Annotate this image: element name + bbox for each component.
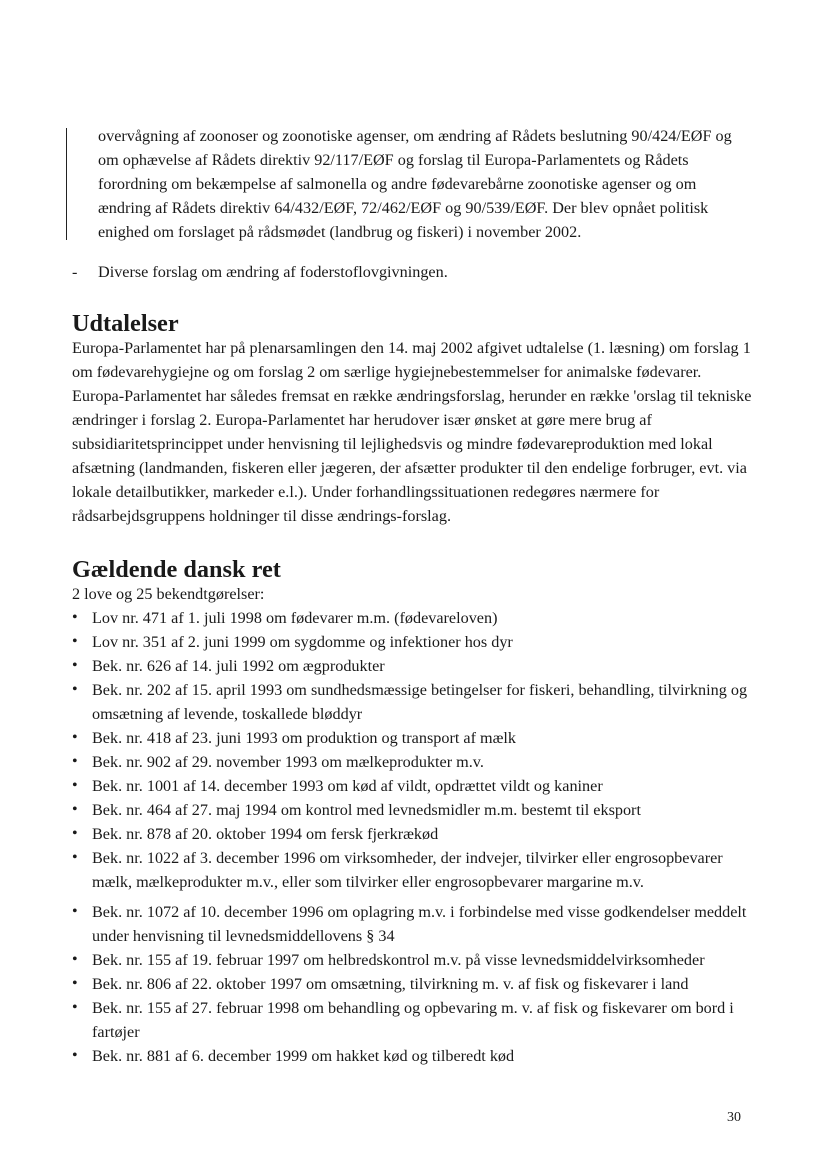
continued-paragraph: overvågning af zoonoser og zoonotiske agenser, om ændring af Rådets beslutning 90/424/EØF og om ophævelse af Rådets direktiv 92/117/EØF og forslag til Europa-Parlamentets og Rådets forordning om bekæmpelse af salmonella og andre fødevarebårne zoonotiske agenser og om ændring af Rådets direktiv 64/432/EØF, 72/462/EØF og 90/539/EØF. Der blev opnået politisk enighed om forslaget på rådsmødet (landbrug og fiskeri) i november 2002. — [98, 127, 732, 241]
gaeldende-ret-heading: Gældende dansk ret — [72, 556, 281, 583]
list-item: • Bek. nr. 155 af 27. februar 1998 om behandling og opbevaring m. v. af fisk og fiskevarer om bord i fartøjer — [72, 996, 752, 1044]
dash-marker: - — [72, 263, 78, 281]
list-item: • Bek. nr. 464 af 27. maj 1994 om kontrol med levnedsmidler m.m. bestemt til eksport — [72, 798, 752, 822]
bullet-icon: • — [72, 657, 78, 674]
bullet-icon: • — [72, 753, 78, 770]
document-page — [72, 124, 752, 1068]
list-item: • Bek. nr. 626 af 14. juli 1992 om ægprodukter — [72, 654, 752, 678]
bullet-icon: • — [72, 801, 78, 818]
list-item: • Bek. nr. 418 af 23. juni 1993 om produktion og transport af mælk — [72, 726, 752, 750]
list-item: • Bek. nr. 878 af 20. oktober 1994 om fersk fjerkrækød — [72, 822, 752, 846]
list-item: • Bek. nr. 1072 af 10. december 1996 om oplagring m.v. i forbindelse med visse godkendelser meddelt under henvisning til levnedsmiddellovens § 34 — [72, 900, 752, 948]
list-item: • Bek. nr. 155 af 19. februar 1997 om helbredskontrol m.v. på visse levnedsmiddelvirksomheder — [72, 948, 752, 972]
bullet-icon: • — [72, 849, 78, 866]
udtalelser-heading: Udtalelser — [72, 310, 179, 337]
law-list — [72, 606, 752, 1068]
list-item: • Lov nr. 351 af 2. juni 1999 om sygdomme og infektioner hos dyr — [72, 630, 752, 654]
list-item: • Bek. nr. 1022 af 3. december 1996 om virksomheder, der indvejer, tilvirker eller engrosopbevarer mælk, mælkeprodukter m.v., eller som tilvirker eller engrosopbevarer margarine m.v. — [72, 846, 752, 894]
bullet-icon: • — [72, 999, 78, 1016]
bullet-icon: • — [72, 609, 78, 626]
revision-change-bar — [66, 128, 67, 240]
bullet-icon: • — [72, 1047, 78, 1064]
bullet-icon: • — [72, 951, 78, 968]
list-item: • Bek. nr. 902 af 29. november 1993 om mælkeprodukter m.v. — [72, 750, 752, 774]
list-item: • Bek. nr. 1001 af 14. december 1993 om kød af vildt, opdrættet vildt og kaniner — [72, 774, 752, 798]
bullet-icon: • — [72, 975, 78, 992]
list-item: • Bek. nr. 881 af 6. december 1999 om hakket kød og tilberedt kød — [72, 1044, 752, 1068]
bullet-icon: • — [72, 729, 78, 746]
page-number: 30 — [727, 1110, 741, 1125]
list-item: • Bek. nr. 806 af 22. oktober 1997 om omsætning, tilvirkning m. v. af fisk og fiskevarer i land — [72, 972, 752, 996]
bullet-icon: • — [72, 903, 78, 920]
list-item: • Bek. nr. 202 af 15. april 1993 om sundhedsmæssige betingelser for fiskeri, behandling, tilvirkning og omsætning af levende, toskallede bløddyr — [72, 678, 752, 726]
bullet-icon: • — [72, 825, 78, 842]
list-item: • Lov nr. 471 af 1. juli 1998 om fødevarer m.m. (fødevareloven) — [72, 606, 752, 630]
dash-item-text: Diverse forslag om ændring af foderstoflovgivningen. — [98, 263, 448, 281]
udtalelser-text: Europa-Parlamentet har på plenarsamlingen den 14. maj 2002 afgivet udtalelse (1. læsning) om forslag 1 om fødevarehygiejne og om forslag 2 om særlige hygiejnebestemmelser for animalske fødevarer. Europa-Parlamentet har således fremsat en række ændringsforslag, herunder en række 'orslag til tekniske ændringer i forslag 2. Europa-Parlamentet har herudover især ønsket at gøre mere brug af subsidiaritetsprincippet under henvisning til lejlighedsvis og mindre fødevareproduktion med lokal afsætning (landmanden, fiskeren eller jægeren, der afsætter produkter til den endelige forbruger, evt. via lokale detailbutikker, markeder e.l.). Under forhandlingssituationen redegøres nærmere for rådsarbejdsgruppens holdninger til disse ændrings-forslag. — [72, 339, 752, 525]
dash-list-item — [72, 260, 752, 284]
bullet-icon: • — [72, 777, 78, 794]
bullet-icon: • — [72, 633, 78, 650]
bullet-icon: • — [72, 681, 78, 698]
gaeldende-ret-intro: 2 love og 25 bekendtgørelser: — [72, 585, 265, 603]
